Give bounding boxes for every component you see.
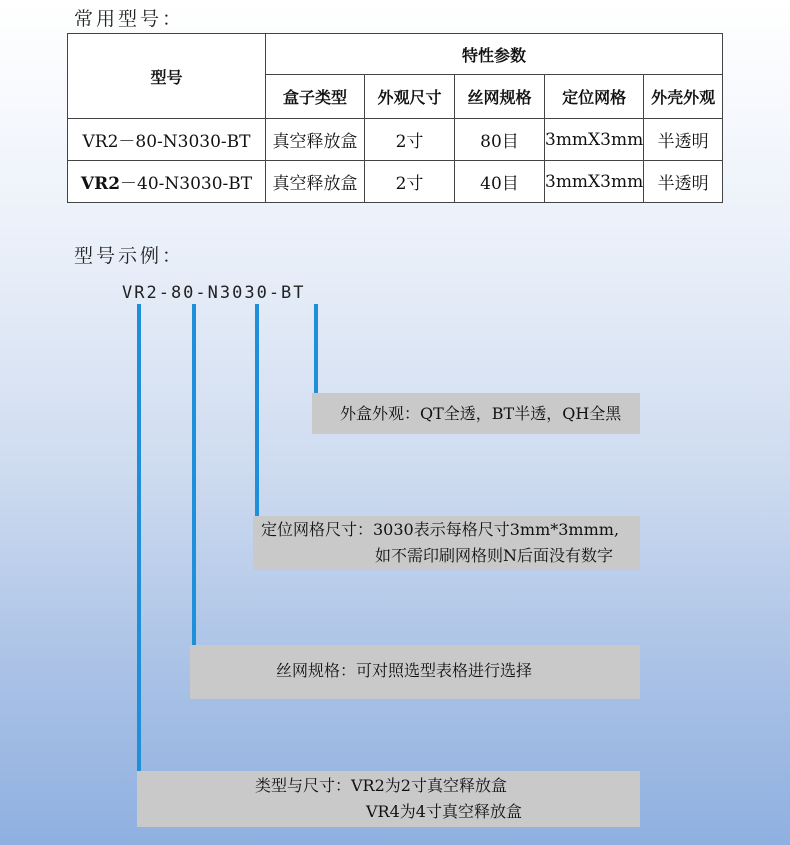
model-code: －40-N3030-BT: [120, 174, 253, 194]
explanation-box-appearance: [312, 393, 640, 434]
column-header-shell: 外壳外观: [644, 75, 723, 119]
model-spec-table: [67, 33, 723, 203]
explanation-box-grid: [253, 516, 640, 570]
explanation-line: 定位网格尺寸：3030表示每格尺寸3mm*3mmm,: [261, 520, 620, 539]
table-cell: 真空释放盒: [266, 119, 365, 161]
connector-line-mesh: [192, 304, 196, 645]
explanation-line: 类型与尺寸：VR2为2寸真空释放盒: [255, 776, 507, 795]
table-header-row: [68, 34, 723, 75]
model-cell: [68, 119, 266, 161]
table-cell: 2寸: [365, 161, 455, 203]
column-header-size: 外观尺寸: [365, 75, 455, 119]
table-row: [68, 119, 723, 161]
table-cell: 半透明: [644, 119, 723, 161]
explanation-box-type: [137, 771, 640, 827]
params-group-header: 特性参数: [266, 34, 723, 75]
table-cell: 40目: [455, 161, 545, 203]
column-header-mesh: 丝网规格: [455, 75, 545, 119]
connector-line-grid: [255, 304, 259, 516]
common-models-heading: 常用型号：: [74, 8, 185, 30]
table-cell: 3mmX3mm: [545, 161, 644, 203]
explanation-line: 外盒外观：QT全透，BT半透，QH全黑: [340, 404, 622, 423]
example-model-code: VR2-80-N3030-BT: [122, 283, 306, 303]
connector-line-appearance: [314, 304, 318, 393]
column-header-grid: 定位网格: [545, 75, 644, 119]
explanation-box-mesh: [190, 645, 640, 699]
explanation-line: 如不需印刷网格则N后面没有数字: [375, 546, 614, 565]
table-cell: 2寸: [365, 119, 455, 161]
model-code: VR2－80-N3030-BT: [82, 132, 251, 152]
table-row: [68, 161, 723, 203]
table-cell: 真空释放盒: [266, 161, 365, 203]
model-example-heading: 型号示例：: [74, 245, 185, 267]
column-header-box-type: 盒子类型: [266, 75, 365, 119]
connector-line-type: [137, 304, 141, 771]
explanation-line: 丝网规格：可对照选型表格进行选择: [276, 661, 533, 680]
explanation-line: VR4为4寸真空释放盒: [366, 802, 522, 821]
table-cell: 80目: [455, 119, 545, 161]
table-cell: 半透明: [644, 161, 723, 203]
model-column-header: 型号: [68, 34, 266, 119]
table-cell: 3mmX3mm: [545, 119, 644, 161]
model-cell: [68, 161, 266, 203]
model-prefix: VR2: [80, 174, 121, 194]
